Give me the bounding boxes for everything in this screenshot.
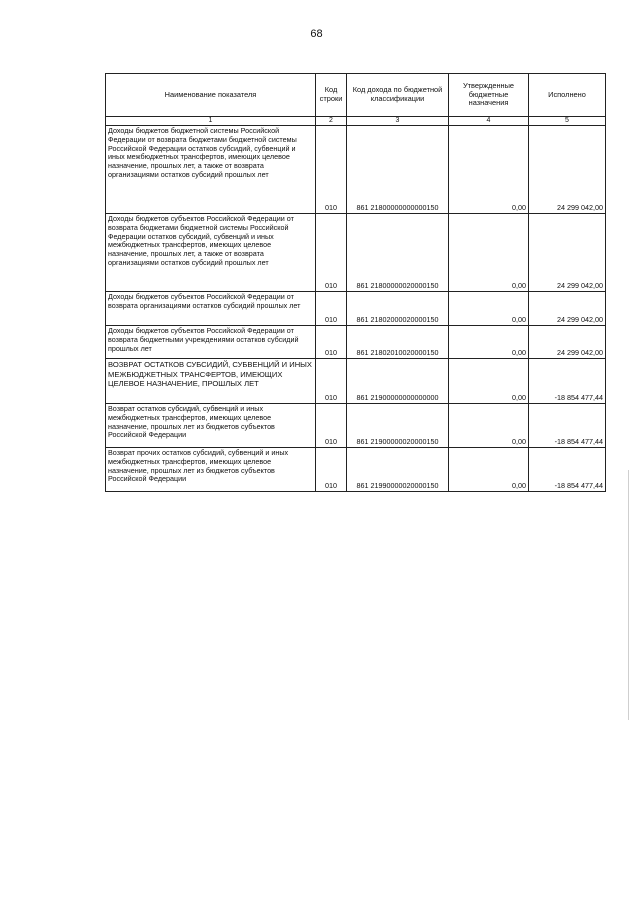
column-number: 4 [449, 117, 529, 126]
line-code: 010 [316, 359, 347, 404]
executed-amount: -18 854 477,44 [529, 359, 606, 404]
income-code: 861 21990000020000150 [347, 448, 449, 492]
table-row [106, 126, 606, 214]
budget-execution-table [105, 73, 606, 492]
approved-amount: 0,00 [449, 448, 529, 492]
table-row [106, 214, 606, 292]
line-code: 010 [316, 326, 347, 359]
line-code: 010 [316, 292, 347, 326]
approved-amount: 0,00 [449, 292, 529, 326]
income-code: 861 21800000000000150 [347, 126, 449, 214]
income-code: 861 21900000000000000 [347, 359, 449, 404]
line-code: 010 [316, 404, 347, 448]
approved-amount: 0,00 [449, 326, 529, 359]
income-code: 861 21900000020000150 [347, 404, 449, 448]
page-number: 68 [310, 28, 323, 40]
approved-amount: 0,00 [449, 126, 529, 214]
column-number: 5 [529, 117, 606, 126]
line-code: 010 [316, 214, 347, 292]
executed-amount: -18 854 477,44 [529, 448, 606, 492]
approved-amount: 0,00 [449, 359, 529, 404]
column-number: 1 [106, 117, 316, 126]
indicator-name: Возврат остатков субсидий, субвенций и иных межбюджетных трансфертов, имеющих целевое назначение, прошлых лет из бюджетов субъектов Российской Федерации [106, 404, 316, 448]
executed-amount: 24 299 042,00 [529, 126, 606, 214]
indicator-name: Возврат прочих остатков субсидий, субвенций и иных межбюджетных трансфертов, имеющих целевое назначение, прошлых лет из бюджетов субъектов Российской Федерации [106, 448, 316, 492]
executed-amount: 24 299 042,00 [529, 292, 606, 326]
table-header-row [106, 74, 606, 117]
executed-amount: 24 299 042,00 [529, 214, 606, 292]
line-code: 010 [316, 448, 347, 492]
approved-amount: 0,00 [449, 404, 529, 448]
executed-amount: 24 299 042,00 [529, 326, 606, 359]
header-executed: Исполнено [529, 74, 606, 117]
line-code: 010 [316, 126, 347, 214]
table-row [106, 326, 606, 359]
table-row [106, 292, 606, 326]
indicator-name: Доходы бюджетов субъектов Российской Федерации от возврата организациями остатков субсидий прошлых лет [106, 292, 316, 326]
header-line-code: Код строки [316, 74, 347, 117]
indicator-name: Доходы бюджетов субъектов Российской Федерации от возврата бюджетными учреждениями остатков субсидий прошлых лет [106, 326, 316, 359]
approved-amount: 0,00 [449, 214, 529, 292]
indicator-name: ВОЗВРАТ ОСТАТКОВ СУБСИДИЙ, СУБВЕНЦИЙ И ИНЫХ МЕЖБЮДЖЕТНЫХ ТРАНСФЕРТОВ, ИМЕЮЩИХ ЦЕЛЕВОЕ НАЗНАЧЕНИЕ, ПРОШЛЫХ ЛЕТ [106, 359, 316, 404]
income-code: 861 21802010020000150 [347, 326, 449, 359]
column-number: 3 [347, 117, 449, 126]
column-number-row [106, 117, 606, 126]
executed-amount: -18 854 477,44 [529, 404, 606, 448]
indicator-name: Доходы бюджетов субъектов Российской Федерации от возврата бюджетами бюджетной системы Российской Федерации остатков субсидий, субвенций и иных межбюджетных трансфертов, имеющих целевое назначение, прошлых лет, а также от возврата организациями остатков субсидий прошлых лет [106, 214, 316, 292]
header-indicator-name: Наименование показателя [106, 74, 316, 117]
column-number: 2 [316, 117, 347, 126]
scan-edge-line [628, 470, 629, 720]
header-approved: Утвержденные бюджетные назначения [449, 74, 529, 117]
income-code: 861 21802000020000150 [347, 292, 449, 326]
header-income-code: Код дохода по бюджетной классификации [347, 74, 449, 117]
table-row [106, 448, 606, 492]
indicator-name: Доходы бюджетов бюджетной системы Российской Федерации от возврата бюджетами бюджетной системы Российской Федерации остатков субсидий, субвенций и иных межбюджетных трансфертов, имеющих целевое назначение, прошлых лет, а также от возврата организациями остатков субсидий прошлых лет [106, 126, 316, 214]
table-row [106, 404, 606, 448]
table-row [106, 359, 606, 404]
income-code: 861 21800000020000150 [347, 214, 449, 292]
